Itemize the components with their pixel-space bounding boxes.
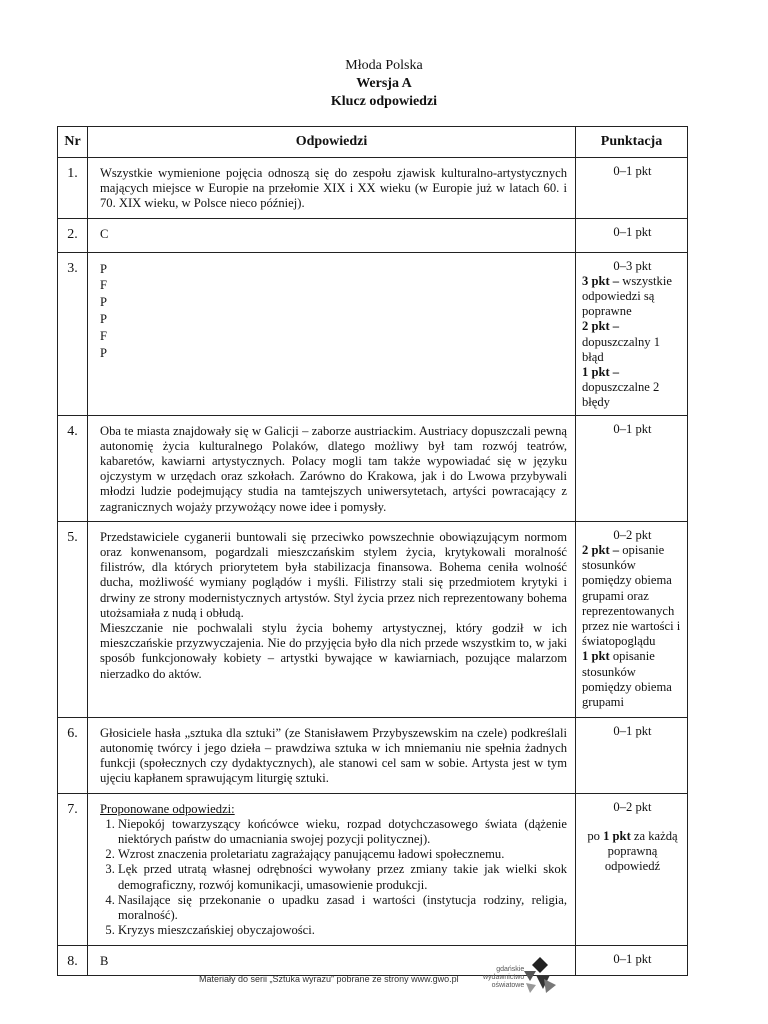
list-item: 1. Niepokój towarzyszący końcówce wieku, rozpad dotychczasowego świata (dążenie niektórych państw do umacniania swojej pozycji politycznej). xyxy=(118,817,567,847)
answer-letter: P xyxy=(100,261,108,276)
scoring-rule: 2 pkt – opisanie stosunków pomiędzy obiema grupami oraz reprezentowanych przez nie wartości i światopoglądu xyxy=(582,543,681,649)
scoring-rule: po 1 pkt za każdą poprawną odpowiedź xyxy=(587,828,678,874)
row-number: 1. xyxy=(58,158,88,219)
scoring-rule: 1 pkt – dopuszczalne 2 błędy xyxy=(582,365,660,410)
answer-cell xyxy=(88,793,576,945)
points-cell xyxy=(576,521,688,717)
answer-letter: F xyxy=(100,328,108,343)
table-row xyxy=(58,415,688,521)
row-number: 5. xyxy=(58,521,88,717)
row-number: 7. xyxy=(58,793,88,945)
doc-title: Młoda Polska xyxy=(345,58,423,73)
gwo-logo-icon xyxy=(518,955,558,995)
answer-cell: Oba te miasta znajdowały się w Galicji – zaborze austriackim. Austriacy dopuszczali pewną autonomię życia kulturalnego Polaków, dlatego możliwy był tam rozwój teatrów, kabaretów, kawiarni artystycznych. Polacy mogli tam także wypowiadać się w języku ojczystym w urzędach oraz szkołach. Zarówno do Krakowa, jak i do Lwowa przybywali młodzi ludzie podejmujący studia na tamtejszych uniwersytetach, artyści powracający z zagranicznych wojaży przywożący nowe idee i pomysły. xyxy=(88,415,576,521)
table-row xyxy=(58,945,688,975)
table-row xyxy=(58,717,688,793)
points-cell: 0–1 pkt xyxy=(576,717,688,793)
proposed-answers-list xyxy=(100,817,567,939)
scoring-rule: 1 pkt opisanie stosunków pomiędzy obiema grupami xyxy=(582,649,672,710)
answer-letter: F xyxy=(100,278,108,293)
proposed-answers-label: Proponowane odpowiedzi: xyxy=(100,801,235,816)
row-number: 4. xyxy=(58,415,88,521)
row-number: 3. xyxy=(58,252,88,415)
points-cell: 0–1 pkt xyxy=(576,218,688,252)
answer-letter: P xyxy=(100,295,108,310)
answer-letter: P xyxy=(100,345,108,360)
table-header-row xyxy=(58,127,688,158)
scoring-rule: 2 pkt – dopuszczalny 1 błąd xyxy=(582,319,660,364)
answer-letter: P xyxy=(100,312,108,326)
column-header-points: Punktacja xyxy=(576,127,688,158)
column-header-answers: Odpowiedzi xyxy=(88,127,576,158)
table-row xyxy=(58,158,688,219)
points-cell xyxy=(576,252,688,415)
list-item: 3. Lęk przed utratą własnej odrębności wywołany przez zmiany takie jak wielki skok demograficzny, rozwój komunikacji, umasowienie produkcji. xyxy=(118,862,567,892)
answer-paragraph: Przedstawiciele cyganerii buntowali się przeciwko powszechnie obowiązującym normom oraz konwenansom, pogardzali mieszczańskim stylem życia, krytykowali moralność filistrów, dla których priorytetem była stabilizacja finansowa. Bohema ceniła wolność ducha, możliwość wymiany poglądów i myśli. Filistrzy stali się przedmiotem krytyki i drwiny ze strony modernistycznych artystów. Styl życia przez nich reprezentowany bohema utożsamiała z nudą i obłudą. xyxy=(100,529,567,620)
points-cell xyxy=(576,793,688,945)
table-row xyxy=(58,218,688,252)
footer-text: Materiały do serii „Sztuka wyrazu” pobrane ze strony www.gwo.pl xyxy=(199,974,459,984)
doc-subtitle: Klucz odpowiedzi xyxy=(330,94,438,109)
row-number: 8. xyxy=(58,945,88,975)
list-item: 2. Wzrost znaczenia proletariatu zagrażający panującemu ładowi społecznemu. xyxy=(118,847,567,862)
points-range: 0–2 pkt xyxy=(613,527,652,542)
answer-cell: C xyxy=(88,218,576,252)
table-row xyxy=(58,521,688,717)
doc-version: Wersja A xyxy=(356,76,412,91)
answer-cell xyxy=(88,521,576,717)
table-row xyxy=(58,793,688,945)
answer-cell xyxy=(88,252,576,415)
scoring-rule: 3 pkt – wszystkie odpowiedzi są poprawne xyxy=(582,273,672,319)
row-number: 2. xyxy=(58,218,88,252)
row-number: 6. xyxy=(58,717,88,793)
publisher-name: gdańskie wydawnictwo oświatowe xyxy=(483,966,525,989)
answer-cell: Wszystkie wymienione pojęcia odnoszą się do zespołu zjawisk kulturalno-artystycznych mających miejsce w Europie na przełomie XIX i XX wieku (w Europie już w latach 60. i 70. XIX wieku, w Polsce nieco później). xyxy=(88,158,576,219)
points-cell: 0–1 pkt xyxy=(576,945,688,975)
answer-paragraph: Mieszczanie nie pochwalali stylu życia bohemy artystycznej, który godził w ich mieszczańskie przyzwyczajenia. Nie do przyjęcia było dla nich przede wszystkim to, w jaki sposób funkcjonowały kobiety – artystki bywające w kawiarniach, pozujące malarzom nierzadko do aktów. xyxy=(100,621,567,681)
points-cell: 0–1 pkt xyxy=(576,415,688,521)
table-row xyxy=(58,252,688,415)
list-item: 4. Nasilające się przekonanie o upadku zasad i wartości (instytucja rodziny, religia, moralność). xyxy=(118,893,567,923)
points-range: 0–3 pkt xyxy=(613,258,652,273)
points-cell: 0–1 pkt xyxy=(576,158,688,219)
column-header-nr: Nr xyxy=(58,127,88,158)
list-item: 5. Kryzys mieszczańskiej obyczajowości. xyxy=(118,923,567,938)
answer-cell: B xyxy=(88,945,576,975)
answer-cell: Głosiciele hasła „sztuka dla sztuki” (ze Stanisławem Przybyszewskim na czele) podkreślali autonomię twórcy i jego dzieła – prawdziwa sztuka w ich mniemaniu nie spełnia żadnych funkcji (społecznych czy dydaktycznych), ale stanowi cel sam w sobie. Artysta jest w tym ujęciu kapłanem sprawującym liturgię sztuki. xyxy=(88,717,576,793)
answer-key-table xyxy=(57,126,688,976)
points-range: 0–2 pkt xyxy=(613,799,652,814)
